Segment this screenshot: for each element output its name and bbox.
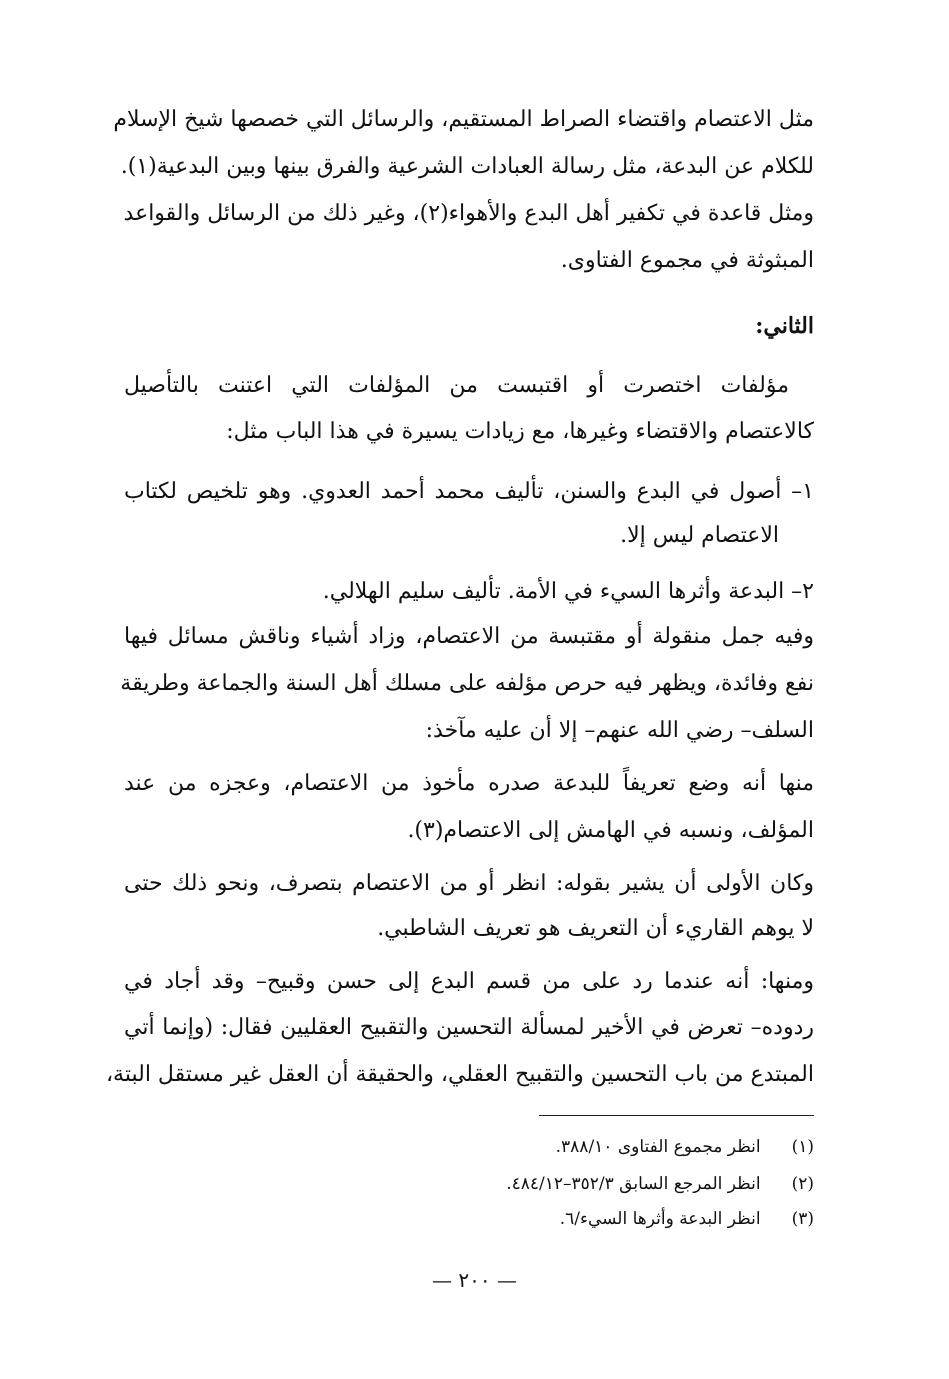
footnote-separator (539, 1115, 814, 1116)
page-number: — ٢٠٠ — (432, 1268, 517, 1292)
body-line: وكان الأولى أن يشير بقوله: انظر أو من الاعتصام بتصرف، ونحو ذلك حتى (124, 871, 814, 896)
body-line: مؤلفات اختصرت أو اقتبست من المؤلفات التي اعتنت بالتأصيل (124, 373, 789, 398)
body-line: كالاعتصام والاقتضاء وغيرها، مع زيادات يسيرة في هذا الباب مثل: (226, 419, 814, 444)
footnote-number: (١) (791, 1137, 814, 1157)
body-line: المؤلف، ونسبه في الهامش إلى الاعتصام(٣). (407, 818, 814, 843)
body-line: الاعتصام ليس إلا. (620, 523, 779, 548)
footnote-text: انظر البدعة وأثرها السيء/٦. (559, 1209, 761, 1229)
body-line: السلف– رضي الله عنهم– إلا أن عليه مآخذ: (425, 718, 814, 743)
body-line: ومنها: أنه عندما رد على من قسم البدع إلى حسن وقبيح– وقد أجاد في (124, 969, 814, 994)
footnote-number: (٢) (791, 1174, 814, 1194)
body-line: مثل الاعتصام واقتضاء الصراط المستقيم، والرسائل التي خصصها شيخ الإسلام (113, 107, 814, 132)
body-line: منها أنه وضع تعريفاً للبدعة صدره مأخوذ من الاعتصام، وعجزه من عند (124, 771, 814, 796)
footnote-text: انظر المرجع السابق ٣٥٢/٣–٤٨٤/١٢. (506, 1174, 761, 1194)
section-heading: الثاني: (755, 313, 814, 339)
footnote-3 (124, 1208, 814, 1230)
footnote-1 (124, 1136, 814, 1158)
footnote-2 (124, 1173, 814, 1195)
body-line: لا يوهم القاريء أن التعريف هو تعريف الشاطبي. (377, 916, 814, 941)
body-line: للكلام عن البدعة، مثل رسالة العبادات الشرعية والفرق بينها وبين البدعية(١). (120, 154, 814, 179)
body-line: ومثل قاعدة في تكفير أهل البدع والأهواء(٢)، وغير ذلك من الرسائل والقواعد (123, 201, 814, 226)
list-item-1: ١– أصول في البدع والسنن، تأليف محمد أحمد العدوي. وهو تلخيص لكتاب (124, 479, 814, 504)
footnote-number: (٣) (791, 1209, 814, 1229)
footnote-text: انظر مجموع الفتاوى ٣٨٨/١٠. (555, 1137, 761, 1157)
body-line: المبثوثة في مجموع الفتاوى. (560, 248, 814, 273)
body-line: ردوده– تعرض في الأخير لمسألة التحسين والتقبيح العقليين فقال: (وإنما أتي (124, 1015, 814, 1040)
body-line: وفيه جمل منقولة أو مقتبسة من الاعتصام، وزاد أشياء وناقش مسائل فيها (124, 624, 814, 649)
list-item-2: ٢– البدعة وأثرها السيء في الأمة. تأليف سليم الهلالي. (322, 579, 814, 604)
body-line: المبتدع من باب التحسين والتقبيح العقلي، والحقيقة أن العقل غير مستقل البتة، (105, 1062, 814, 1087)
body-line: نفع وفائدة، ويظهر فيه حرص مؤلفه على مسلك أهل السنة والجماعة وطريقة (120, 671, 814, 696)
